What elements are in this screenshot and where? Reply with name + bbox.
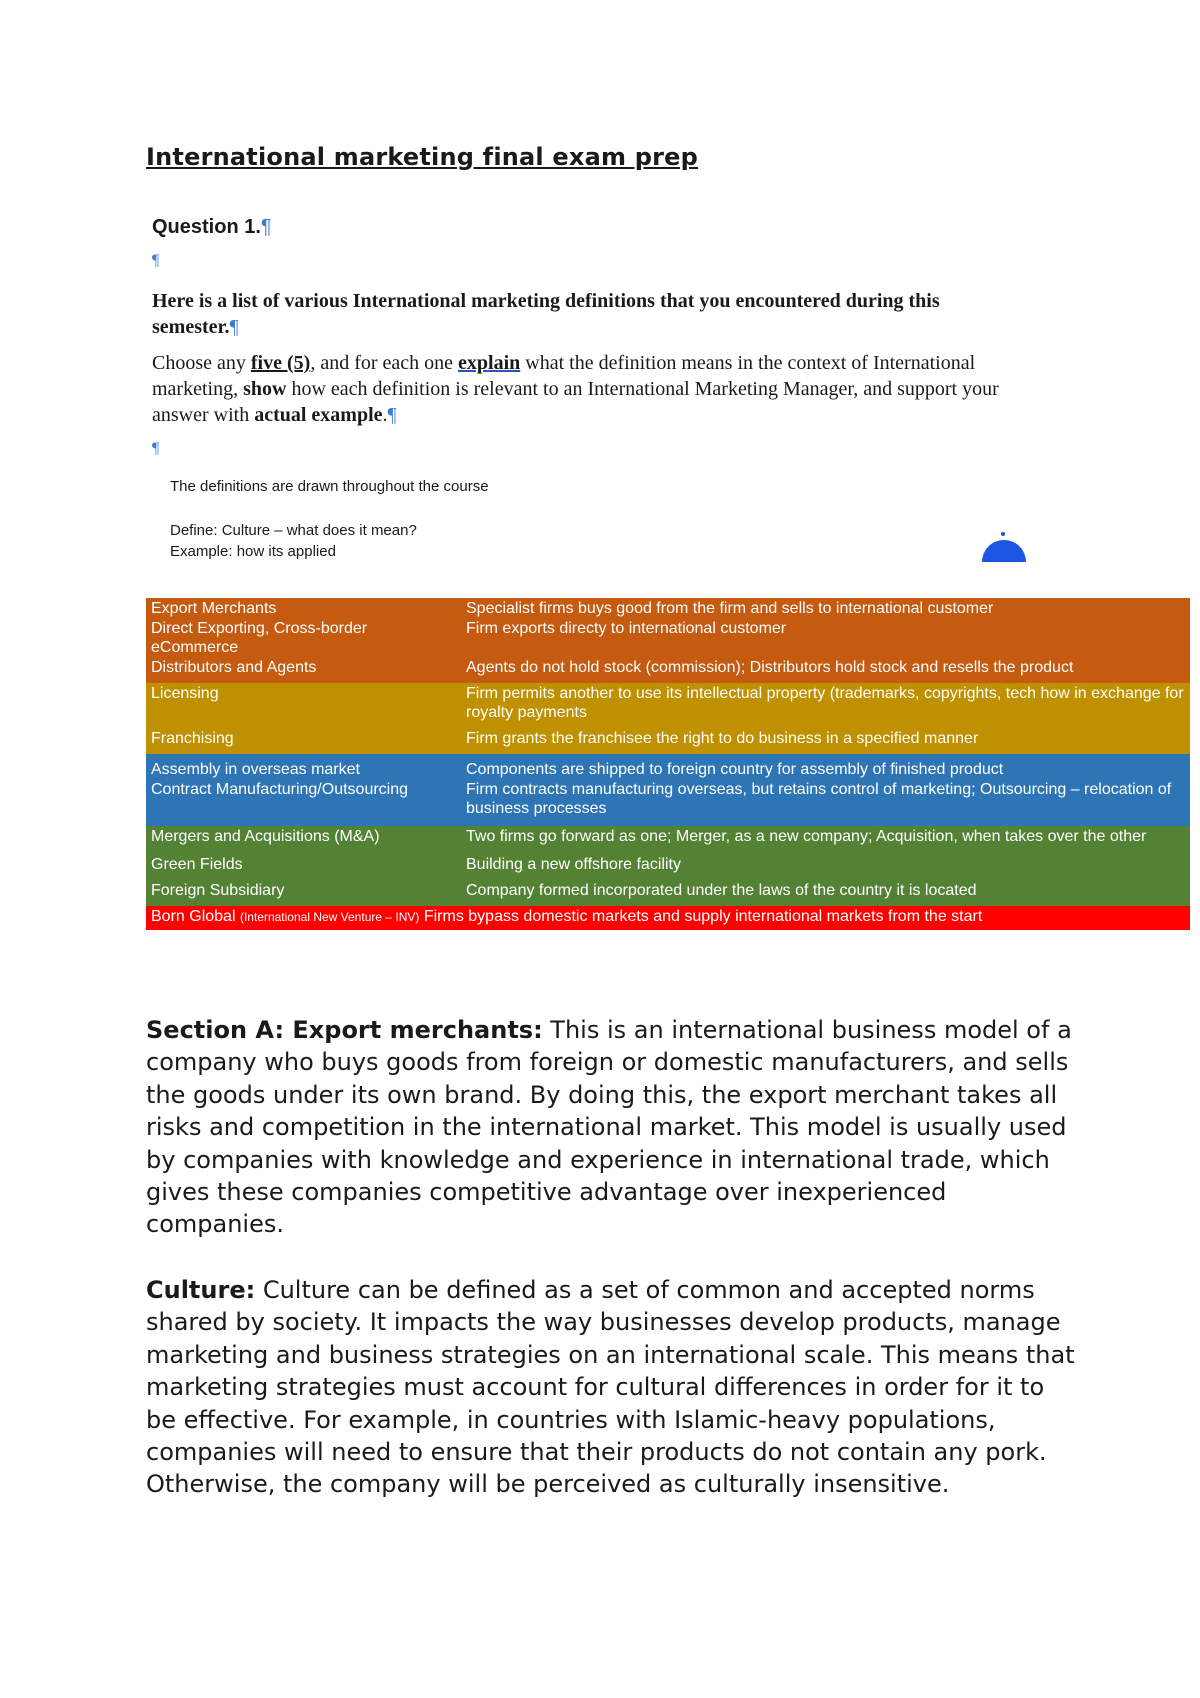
- pilcrow-mark: ¶: [152, 252, 160, 269]
- culture-paragraph: [146, 1274, 1076, 1501]
- table-row: [146, 754, 1190, 779]
- term-cell: Mergers and Acquisitions (M&A): [151, 828, 380, 845]
- dot-shape: [1001, 532, 1005, 536]
- culture-text: Culture can be defined as a set of common and accepted norms shared by society. It impacts the way businesses develop products, manage marketing and business strategies on an international scale. This means that marketing strategies must account for cultural differences in order for it to be effective. For example, in countries with Islamic-heavy populations, companies will need to ensure that their products do not contain any pork. Otherwise, the company will be perceived as culturally insensitive.: [146, 1276, 1075, 1499]
- table-row: [146, 683, 1190, 728]
- question-intro: [152, 288, 1012, 340]
- definition-cell: Agents do not hold stock (commission); Distributors hold stock and resells the product: [466, 659, 1074, 676]
- term-cell: Licensing: [151, 685, 219, 702]
- section-a-label: Section A: Export merchants:: [146, 1016, 543, 1044]
- term-cell: Green Fields: [151, 856, 243, 873]
- section-a-paragraph: [146, 1014, 1076, 1241]
- table-row: [146, 728, 1190, 754]
- instr-five: five (5): [250, 352, 311, 374]
- instr-show: show: [243, 378, 287, 400]
- definition-cell: Two firms go forward as one; Merger, as a new company; Acquisition, when takes over the other: [466, 828, 1147, 845]
- definition-cell: Specialist firms buys good from the firm and sells to international customer: [466, 600, 994, 617]
- born-global-term: Born Global: [151, 908, 236, 925]
- definitions-table: [146, 598, 1190, 930]
- definition-cell: Components are shipped to foreign country for assembly of finished product: [466, 761, 1004, 778]
- question-heading-text: Question 1.: [152, 216, 261, 238]
- table-row: [146, 826, 1190, 854]
- question-instructions: [152, 350, 1032, 428]
- table-row: [146, 657, 1190, 683]
- example-line: Example: how its applied: [170, 543, 336, 560]
- question-heading: [152, 216, 272, 239]
- table-row: [146, 880, 1190, 906]
- term-cell: Franchising: [151, 730, 234, 747]
- definition-cell: Firm exports directy to international customer: [466, 620, 787, 637]
- table-row: [146, 598, 1190, 618]
- define-note: [170, 520, 417, 562]
- term-cell: Direct Exporting, Cross-border eCommerce: [151, 620, 368, 656]
- section-a-text: This is an international business model of a company who buys goods from foreign or domestic manufacturers, and sells the goods under its own brand. By doing this, the export merchant takes all risks and competition in the international market. This model is usually used by companies with knowledge and experience in international trade, which gives these companies competitive advantage over inexperienced companies.: [146, 1016, 1072, 1239]
- definition-cell: Company formed incorporated under the laws of the country it is located: [466, 882, 977, 899]
- table-row: [146, 906, 1190, 930]
- dome-shape: [982, 540, 1026, 562]
- course-note: The definitions are drawn throughout the course: [170, 478, 489, 495]
- term-cell: [146, 906, 1190, 930]
- table-row: [146, 779, 1190, 826]
- pilcrow-mark: ¶: [229, 316, 239, 338]
- question-screenshot: [146, 200, 1046, 560]
- definition-cell: Firm permits another to use its intellectual property (trademarks, copyrights, tech how in exchange for royalty payments: [466, 685, 1184, 721]
- term-cell: Assembly in overseas market: [151, 761, 360, 778]
- term-cell: Foreign Subsidiary: [151, 882, 285, 899]
- born-global-extra: (International New Venture – INV): [239, 910, 420, 924]
- instr-text: what the definition means in the context of International marketing,: [152, 352, 976, 400]
- document-title: International marketing final exam prep: [146, 143, 699, 171]
- question-intro-text: Here is a list of various International marketing definitions that you encountered during this semester.: [152, 290, 940, 338]
- instr-text: , and for each one: [310, 352, 459, 374]
- definition-cell: Firm grants the franchisee the right to do business in a specified manner: [466, 730, 979, 747]
- instr-text: Choose any: [152, 352, 251, 374]
- definition-cell: Firm contracts manufacturing overseas, but retains control of marketing; Outsourcing – relocation of business processes: [466, 781, 1172, 817]
- culture-label: Culture:: [146, 1276, 256, 1304]
- table-row: [146, 618, 1190, 657]
- instr-text: how each definition is relevant to an International Marketing Manager, and support your answer with: [152, 378, 999, 426]
- instr-explain: explain: [458, 352, 521, 374]
- pilcrow-mark: ¶: [387, 404, 397, 426]
- define-line: Define: Culture – what does it mean?: [170, 522, 417, 539]
- table-row: [146, 854, 1190, 880]
- term-cell: Contract Manufacturing/Outsourcing: [151, 781, 409, 798]
- term-cell: Export Merchants: [151, 600, 277, 617]
- instr-text: .: [382, 404, 388, 426]
- pilcrow-mark: ¶: [152, 440, 160, 457]
- instr-actual-example: actual example: [254, 404, 383, 426]
- term-cell: Distributors and Agents: [151, 659, 317, 676]
- definition-cell: Building a new offshore facility: [466, 856, 681, 873]
- definition-cell: Firms bypass domestic markets and supply international markets from the start: [423, 908, 983, 925]
- pilcrow-mark: ¶: [260, 216, 272, 238]
